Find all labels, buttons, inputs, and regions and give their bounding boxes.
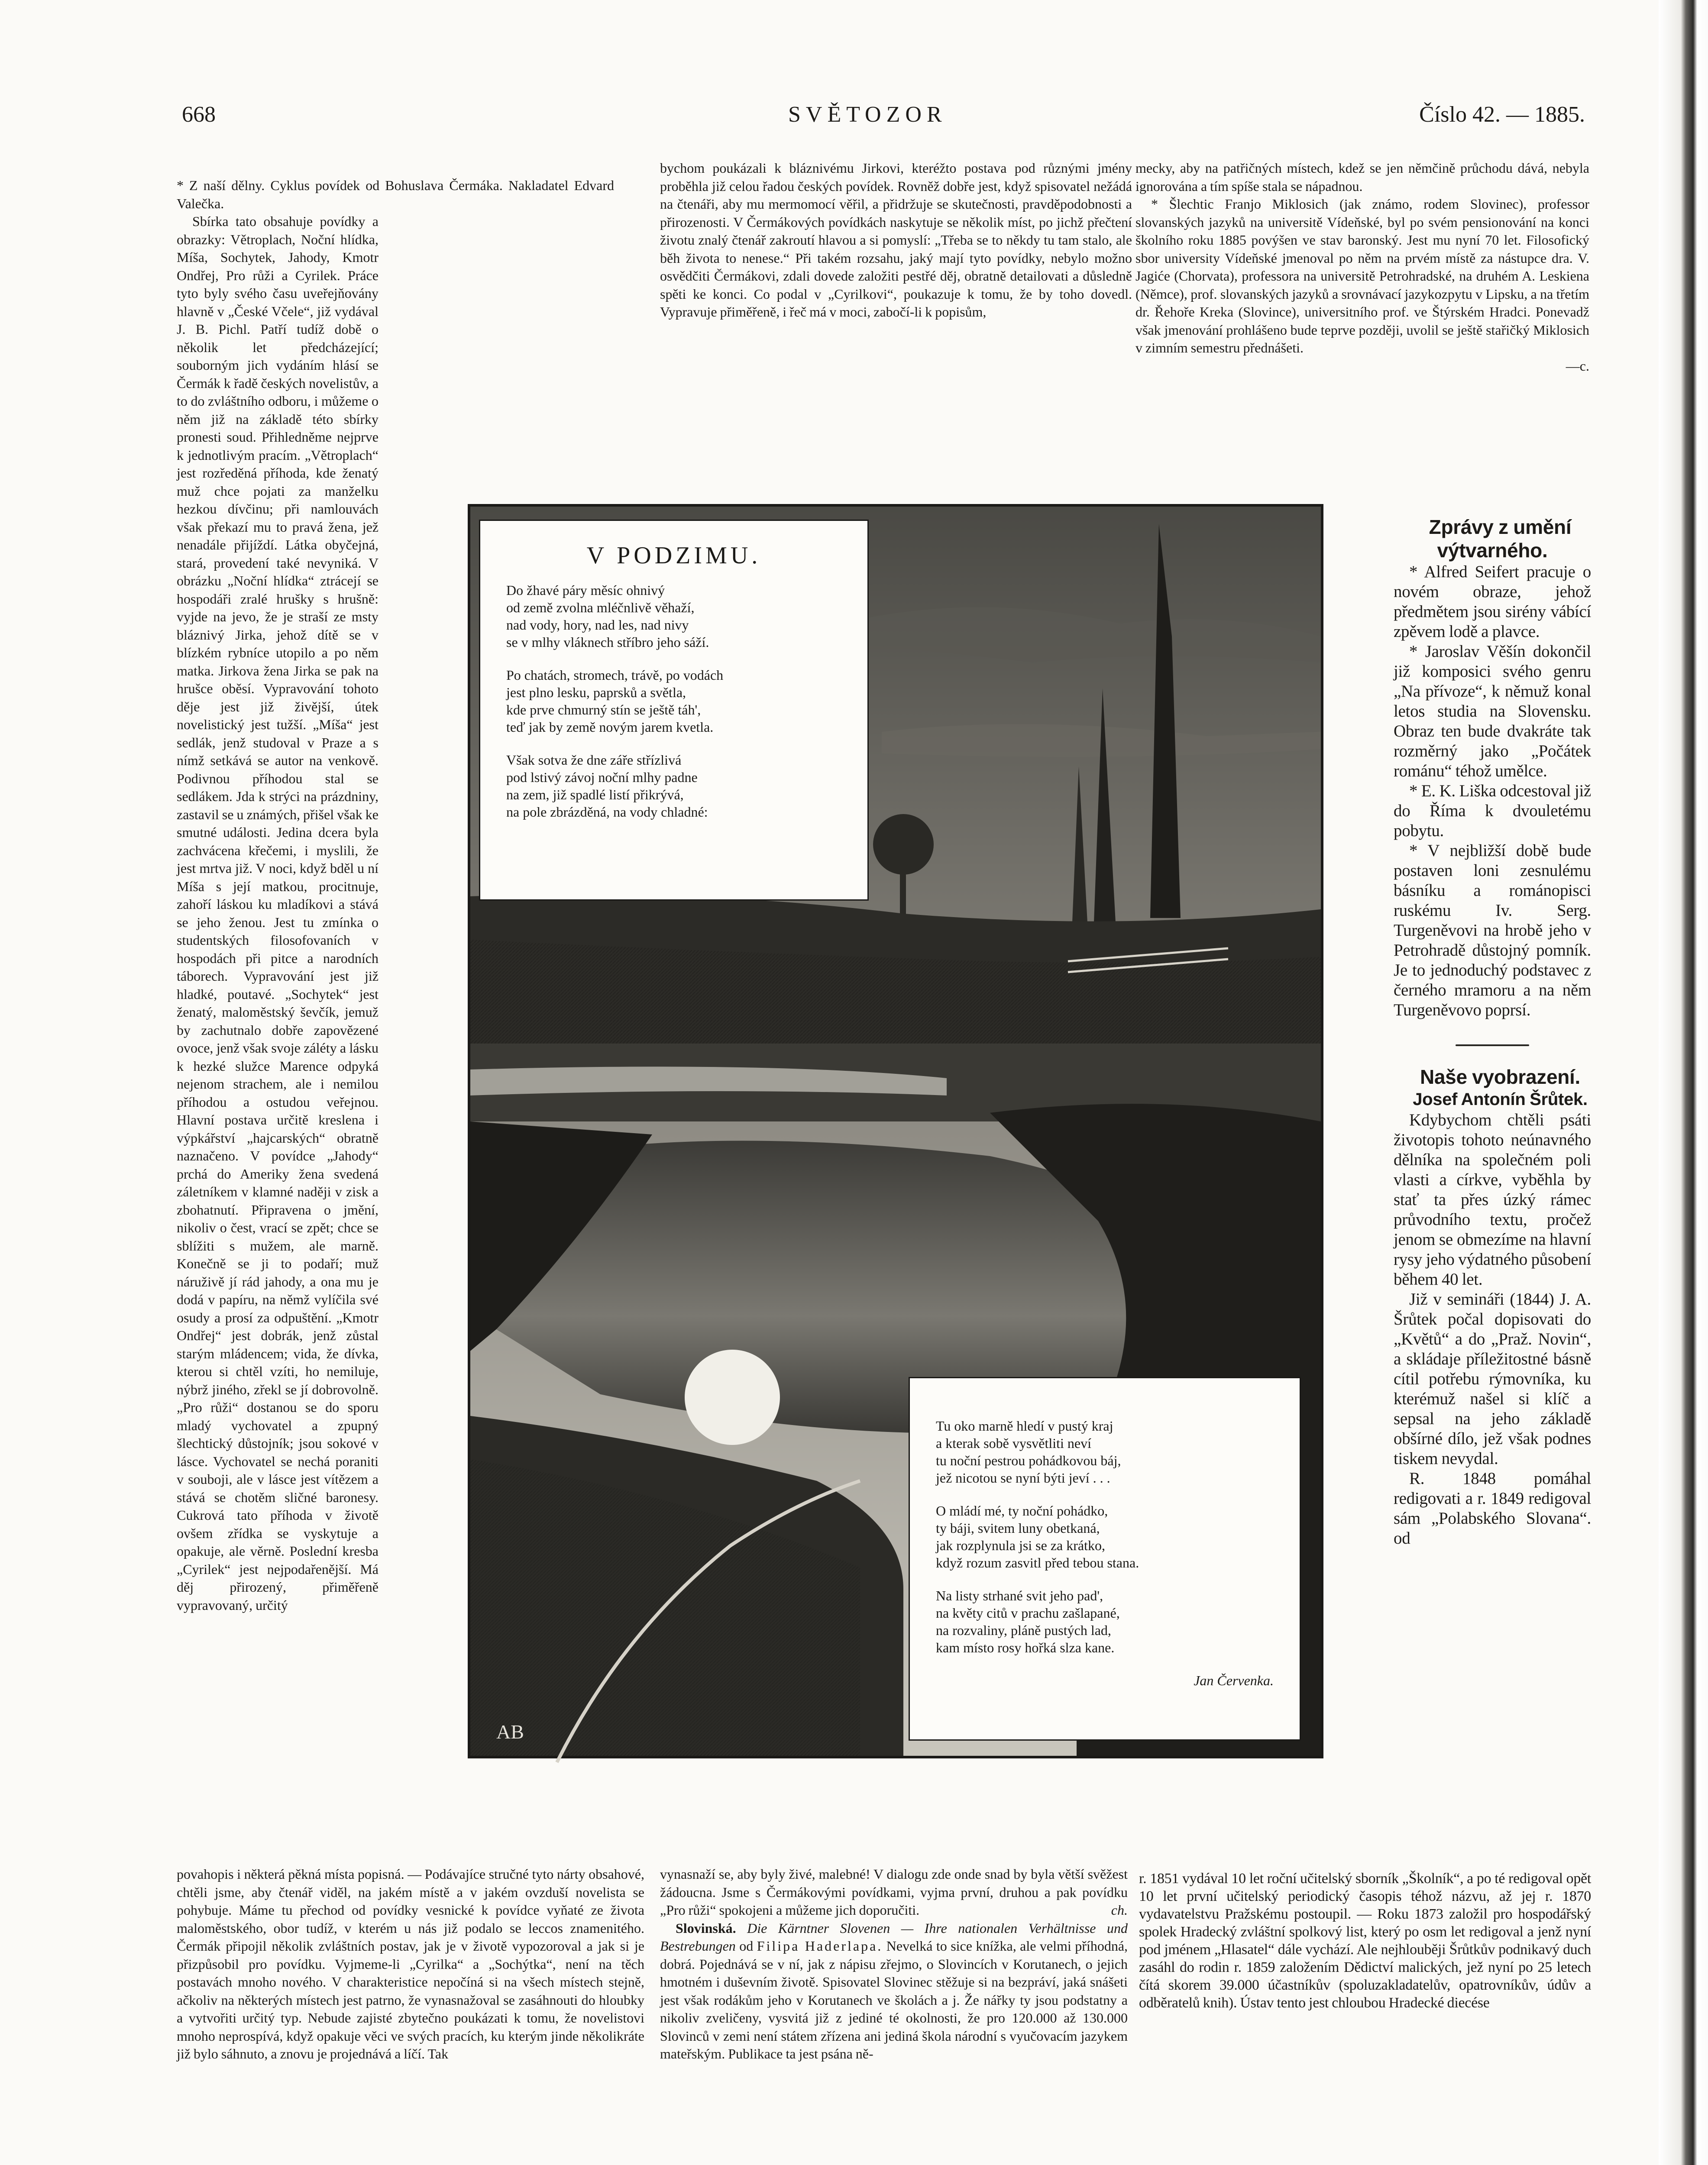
slovenian-book-title: Die Kärntner Slovenen — Ihre nationalen Verhältnisse und Bestrebungen [660, 1920, 1128, 1954]
tree-trunk [900, 853, 906, 922]
column-2-bottom [660, 1865, 1128, 2134]
poem-line: se v mlhy vláknech stříbro jeho sáží. [506, 634, 709, 650]
poem-stanza [936, 1587, 1274, 1656]
moon [685, 1350, 780, 1445]
poem-stanza [506, 582, 841, 651]
poem-line: a kterak sobě vysvětliti neví [936, 1435, 1092, 1451]
poem-line: Po chatách, stromech, trávě, po vodách [506, 667, 724, 683]
review-text-col3: mecky, aby na patřičných místech, kdež se jen němčině průchodu dává, nebyla ignorována a tím spíše stala se nápadnou. [1135, 160, 1589, 194]
review-title: * Z naší dělny. Cyklus povídek od Bohuslava Čermáka. Nakladatel Edvard Valečka. [177, 178, 614, 211]
author-prefix: od [739, 1938, 754, 1954]
poem-line: na zem, již spadlé listí přikrývá, [506, 787, 684, 802]
poem-title: V PODZIMU. [586, 542, 761, 569]
poem-line: tu noční pestrou pohádkovou báj, [936, 1453, 1121, 1468]
page-number: 668 [182, 102, 216, 127]
poem-line: kam místo rosy hořká slza kane. [936, 1640, 1115, 1655]
column-2-top [660, 159, 1132, 389]
poem-line: Na listy strhané svit jeho pad', [936, 1588, 1103, 1603]
poem-stanza [936, 1502, 1274, 1571]
binding-edge [1659, 0, 1708, 2165]
art-news-item: * V nejbližší době bude postaven loni zesnulému básníku a románopisci ruskému Iv. Serg. Turgeněvovi na hrobě jeho v Petrohradě důstojný pomník. Je to jednoduchý podstavec z černého mramoru a na něm Turgeněvovo poprsí. [1394, 841, 1591, 1019]
autumn-illustration [468, 504, 1323, 1758]
bottom-right-text [1139, 1870, 1591, 2129]
poem-stanza [506, 666, 841, 736]
column-3-top [1135, 159, 1589, 488]
bottom-left-text [177, 1865, 644, 2134]
magazine-title: SVĚTOZOR [788, 102, 947, 127]
review-text-col2: bychom poukázali k bláznivému Jirkovi, kteréžto postava pod různými jmény proběhla již celou řadou českých povídek. Rovněž dobře jest, když spisovatel nežádá na čtenáři, aby mu mermomocí věřil, a přidržuje se skutečnosti, pravděpodobnosti a přirozenosti. V Čermákových povídkách naskytuje se několik míst, po jichž přečtení životu znalý čtenář zakroutí hlavou a si pomyslí: „Třeba se to někdy tu tam stalo, ale běh života to nenese.“ Při takém rozsahu, jaký mají tyto povídky, nebylo možno osvědčiti Čermákovi, zdali dovede založiti pestřé děj, obratně detailovati a důsledně spěti ke konci. Co podal v „Cyrilkovi“, poukazuje k tomu, že by toho dovedl. Vypravuje přiměřeně, i řeč má v moci, zabočí-li k popisům, [660, 160, 1132, 320]
poem-line: na květy citů v prachu zašlapané, [936, 1605, 1120, 1621]
art-news-item: * Alfred Seifert pracuje o novém obraze, jehož předmětem jsou sirény vábící zpěvem lodě a plavce. [1394, 562, 1591, 641]
engraver-monogram: AB [496, 1721, 524, 1743]
slovenian-label: Slovinská. [676, 1920, 736, 1936]
review-ending-text: vynasnaží se, aby byly živé, malebné! V dialogu zde onde snad by byla větší svěžest žádoucna. Jsme s Čermákovými povídkami, vyjma první, druhou a pak povídku „Pro růži“ spokojeni a můžeme jich doporučiti. [660, 1866, 1128, 1918]
poem-line: nad vody, hory, nad les, nad nivy [506, 617, 689, 633]
review-paragraph: Sbírka tato obsahuje povídky a obrazky: Větroplach, Noční hlídka, Míša, Sochytek, Jahody, Kmotr Ondřej, Pro růži a Cyrilek. Práce tyto byly svého času uveřejňovány hlavně v „České Včele“, již vydával J. B. Pichl. Patří tudíž době o několik let předcházející; souborným jich vydáním hlásí se Čermák k řadě českých novelistův, a to do zvláštního odboru, i můžeme o něm již na základě této sbírky pronesti soud. Přihledněme nejprve k jednotlivým pracím. „Větroplach“ jest rozředěná příhoda, kde ženatý muž chce pojati za manželku hezkou dívčinu; při namlouvách však překazí mu to pravá žena, jež nenadále přijíždí. Látka obyčejná, stará, provedení také nevyniká. V obrázku „Noční hlídka“ ztrácejí se hospodáři zralé hrušky s hrušně: vyjde na jevo, že je straší ze msty bláznivý Jirka, jehož dítě se v blízkém rybníce utopilo a po něm matka. Jirkova žena Jirka se pak na hrušce oběsí. Vypravování tohoto děje jest již živější, útek novelistický jest tužší. „Míša“ jest sedlák, jenž studoval v Praze a s nímž setkává se autor na venkově. Podivnou příhodou stal se sedlákem. Jda k strýci na prázdniny, zastavil se u známých, přišel však ke smutné události. Jedina dcera byla zachvácena křečemi, i myslili, že jest mrtva již. V noci, když bděl u ní Míša s její matkou, procitnuje, zahoří láskou ku mladíkovi a stává se jeho ženou. Jest tu zmínka o studentských filosofovaních v hospodách při pitce a narodních táborech. Vypravování jest již hladké, poutavé. „Sochytek“ jest ženatý, maloměstský ševčík, jemuž by zachutnalo dobře zapovězené ovoce, jenž však svoje záléty a lásku k hezké služce Marence odpyká nejenom strachem, ale i nemilou příhodou a ostudou veřejnou. Hlavní postava určitě kreslena i výpkářství „hajcarských“ obratně naznačeno. V povídce „Jahody“ prchá do Ameriky žena svedená záletníkem v klamné naději v zisk a zbohatnutí. Připravena o jmění, nikoliv o čest, vrací se zpět; chce se sblížiti s mužem, ale marně. Konečně se ji to podaří; muž náruživě jí rád jahody, a ona mu je dodá v papíru, na němž vylíčila své osudy a prosí za odpuštění. „Kmotr Ondřej“ jest dobrák, jenž zůstal starým mládencem; vida, že dívka, kterou si chtěl vzíti, ho nemiluje, nýbrž jiného, zřekl se jí dobrovolně. „Pro růži“ dostanou se do sporu mladý vychovatel a zpupný šlechtický důstojník; jsou sokové v lásce. Vychovatel se nechá poraniti v souboji, ale v lásce jest vítězem a stává se chotěm sličné baronesy. Cukrová tato příhoda v životě ovšem zřídka se vyskytuje a opakuje, ale věrně. Poslední kresba „Cyrilek“ jest nejpodařenější. Má děj přirozený, přiměřeně vypravovaný, určitý [177, 213, 378, 1613]
news-signature: —c. [1566, 358, 1589, 374]
biography-intro: Kdybychom chtěli psáti životopis tohoto neúnavného dělníka na společném poli vlasti a církve, vyběhla by stať ta přes úzký rámec průvodního textu, pročež jenom se obmezíme na hlavní rysy jeho výdatného působení během 40 let. [1394, 1111, 1591, 1289]
slovenian-review-text: Nevelká to sice knížka, ale velmi příhodná, dobrá. Pojednává se v ní, jak z nápisu zřejmo, o Slovincích v Korutanech, o jejich hmotném i duševním životě. Spisovatel Slovinec stěžuje si na bezpráví, jaká snášeti jest však rodákům jeho v Korutanech ve školách a j. Že nářky ty jsou podstatny a nikoliv zveličeny, vysvitá již z jediné té okolnosti, že pro 120.000 až 130.000 Slovinců v zemi není státem zřízena ani jediná škola národní s vyučovacím jazykem mateřským. Publikace ta jest psána ně- [660, 1938, 1128, 2062]
column-4 [1394, 515, 1591, 1862]
art-news-item: * E. K. Liška odcestoval již do Říma k dvouletému pobytu. [1394, 782, 1591, 840]
slovenian-book-author: Filipa Haderlapa. [757, 1938, 883, 1954]
poem-line: Do žhavé páry měsíc ohnivý [506, 582, 665, 598]
miklosich-news: * Šlechtic Franjo Miklosich (jak známo, rodem Slovinec), professor slovanských jazyků na universitě Vídeňské, byl po svém pensionování na konci školního roku 1885 povýšen ve stav baronský. Jest mu nyní 70 let. Filosofický sbor university Vídeňské jmenoval po něm na prvém místě za nástupce dra. V. Jagiće (Chorvata), professora na universitě Petrohradské, na druhém A. Leskiena (Němce), prof. slovanských jazyků a srovnávací jazykozpytu v Lipsku, a na třetím dr. Řehoře Kreka (Slovince), universitního prof. ve Štýrském Hradci. Ponevadž však jmenování prohlášeno bude teprve později, uvolil se ještě stařičký Miklosich v zimním semestru přednášeti. [1135, 196, 1589, 355]
issue-number: Číslo 42. — 1885. [1419, 102, 1585, 127]
poem-line: kde prve chmurný stín se ještě táh', [506, 702, 701, 717]
poem-line: ty báji, svitem luny obetkaná, [936, 1520, 1100, 1536]
poem-line: od země zvolna mléčnlivě věhaží, [506, 600, 695, 615]
biography-subject: Josef Antonín Šrůtek. [1413, 1090, 1588, 1109]
biography-text: R. 1848 pomáhal redigovati a r. 1849 redigoval sám „Polabského Slovana“. od [1394, 1469, 1591, 1548]
biography-continuation: r. 1851 vydával 10 let roční učitelský sborník „Školník“, a po té redigoval opět 10 let první učitelský periodický časopis téhož názvu, až jej r. 1870 vydavatelstvu Pražskému postoupil. — Roku 1873 založil pro hospodářský spolek Hradecký zvláštní spolkový list, který po osm let redigoval a jenž nyní pod jménem „Hlasatel“ dále vychází. Ale nejhlouběji Šrůtkův podnikavý duch zasáhl do rodin r. 1859 založením Dědictví malických, jež nyní po 25 letech čítá skorem 39.000 účastníkův (spoluzakladatelův, opatrovníkův, údův a odběratelů knih). Ústav tento jest chloubou Hradecké diecése [1139, 1871, 1591, 2011]
review-ending [660, 1865, 1128, 1919]
poem-line: Však sotva že dne záře střízlivá [506, 752, 682, 768]
poem-line: jak rozplynula jsi se za krátko, [936, 1538, 1105, 1553]
poem-line: na rozvaliny, pláně pustých lad, [936, 1622, 1111, 1638]
poem-box-top [479, 520, 869, 901]
review-continuation: povahopis i některá pěkná místa popisná. — Podávajíce stručné tyto nárty obsahové, chtěli jsme, aby čtenář viděl, na jakém místě a v jakém ovzduší novelista se pohybuje. Máme tu přechod od povídky vesnické k povídce vyňaté ze života maloměstského, obor tudíž, v kterém u nás již podalo se leccos znamenitého. Čermák připojil několik zvláštních postav, jak je v životě vypozoroval a jak si je přizpůsobil pro povídku. Vyjmeme-li „Cyrilka“ a „Sochýtka“, není na těch postavách mnoho nového. V charakteristice nepočíná si na všech místech stejně, ačkoliv na některých místech jest patrno, že vynasnažoval se zasáhnouti do hloubky a vytvořiti určitý typ. Nebude zajisté zbytečno poukázati k tomu, že novelistovi mnoho neprospívá, když opakuje věci ve svých pracích, ku kterým jinde několikráte již bylo sáhnuto, a znovu je projednává a líčí. Tak [177, 1866, 644, 2062]
poem-stanza [506, 751, 841, 821]
poem-line: jež nicotou se nyní býti jeví . . . [936, 1470, 1110, 1486]
poem-line: Tu oko marně hledí v pustý kraj [936, 1418, 1113, 1434]
poem-line: jest plno lesku, paprsků a světla, [506, 685, 686, 700]
poem-line: když rozum zasvitl před tebou stana. [936, 1555, 1139, 1570]
poem-line: O mládí mé, ty noční pohádko, [936, 1503, 1108, 1519]
art-news-heading: Zprávy z umění výtvarného. [1429, 516, 1572, 562]
poem-stanza [936, 1417, 1274, 1486]
poem-box-bottom [909, 1377, 1301, 1741]
review-signature: ch. [1111, 1902, 1128, 1918]
section-divider [1456, 1044, 1529, 1046]
poem-author: Jan Červenka. [1194, 1673, 1274, 1688]
page-header [182, 102, 1585, 136]
biography-text: Již v semináři (1844) J. A. Šrůtek počal dopisovati do „Květů“ a do „Praž. Novin“, a skládaje příležitostné básně cítil potřebu rýmovníka, ku kterémuž našel si klíč a sepsal na jeho základě obšírné dílo, jež však podnes tiskem nevydal. [1394, 1290, 1591, 1468]
art-news-item: * Jaroslav Věšín dokončil již komposici svého genru „Na přívoze“, k němuž konal letos studia na Slovensku. Obraz ten bude dvakráte tak rozměrný jako „Počátek románu“ téhož umělce. [1394, 642, 1591, 780]
poem-line: teď jak by země novým jarem kvetla. [506, 719, 714, 735]
our-illustrations-heading: Naše vyobrazení. [1420, 1066, 1581, 1088]
slovenian-review [660, 1919, 1128, 2063]
poem-line: na pole zbrázděná, na vody chladné: [506, 804, 708, 820]
poem-line: pod lstivý závoj noční mlhy padne [506, 769, 698, 785]
